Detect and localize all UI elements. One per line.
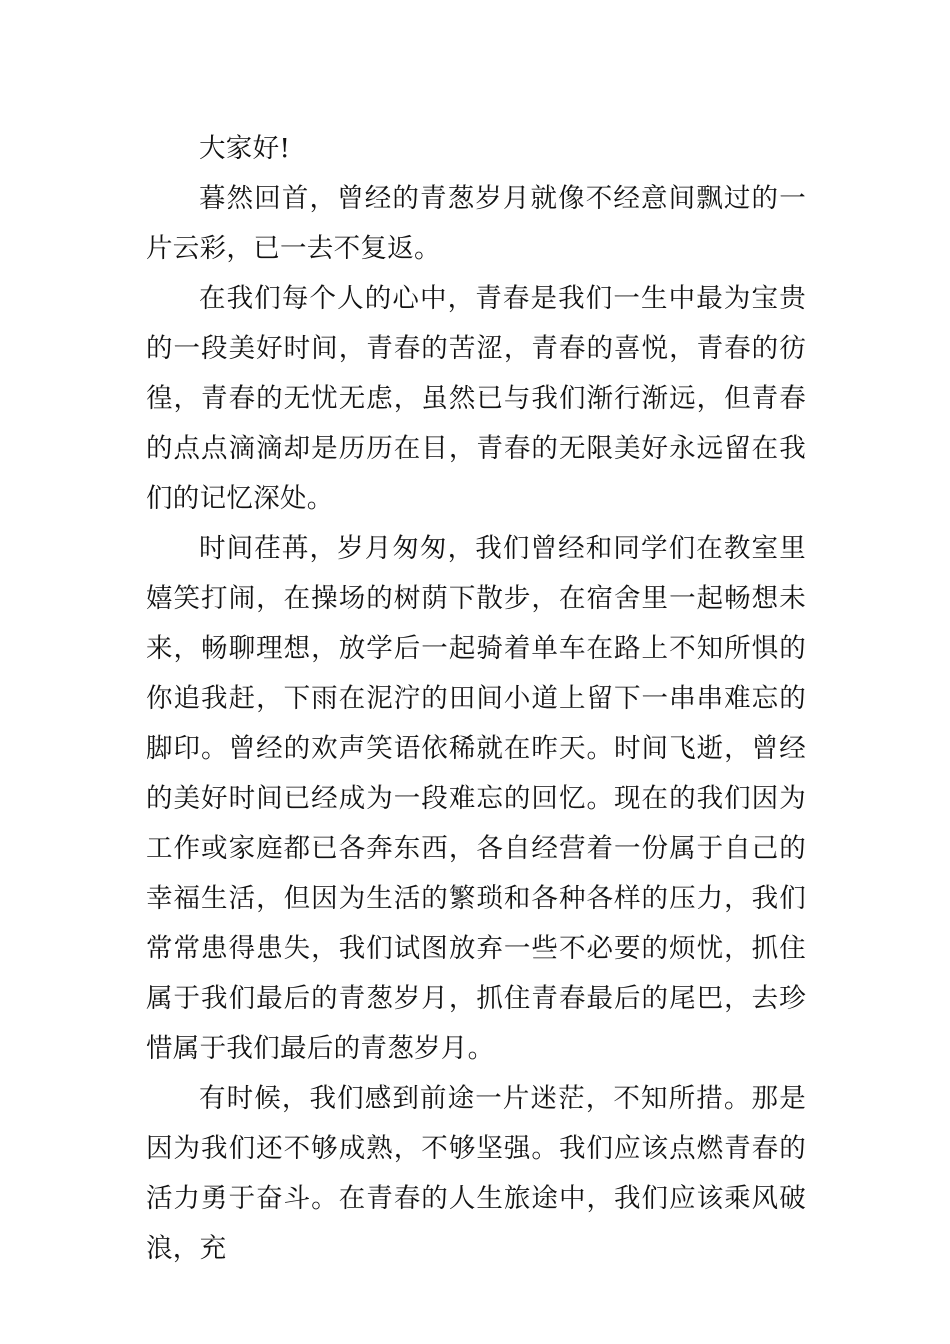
paragraph-2: 在我们每个人的心中，青春是我们一生中最为宝贵的一段美好时间，青春的苦涩，青春的喜悦，青春的彷徨，青春的无忧无虑，虽然已与我们渐行渐远，但青春的点点滴滴却是历历在目，青春的无限美好永远留在我们的记忆深处。 <box>146 283 806 514</box>
paragraph-1: 暮然回首，曾经的青葱岁月就像不经意间飘过的一片云彩，已一去不复返。 <box>146 183 806 264</box>
document-body <box>146 124 806 1274</box>
paragraph-3: 时间荏苒，岁月匆匆，我们曾经和同学们在教室里嬉笑打闹，在操场的树荫下散步，在宿舍里一起畅想未来，畅聊理想，放学后一起骑着单车在路上不知所惧的你追我赶，下雨在泥泞的田间小道上留下一串串难忘的脚印。曾经的欢声笑语依稀就在昨天。时间飞逝，曾经的美好时间已经成为一段难忘的回忆。现在的我们因为工作或家庭都已各奔东西，各自经营着一份属于自己的幸福生活，但因为生活的繁琐和各种各样的压力，我们常常患得患失，我们试图放弃一些不必要的烦忧，抓住属于我们最后的青葱岁月，抓住青春最后的尾巴，去珍惜属于我们最后的青葱岁月。 <box>146 533 806 1064</box>
paragraph-4: 有时候，我们感到前途一片迷茫，不知所措。那是因为我们还不够成熟，不够坚强。我们应该点燃青春的活力勇于奋斗。在青春的人生旅途中，我们应该乘风破浪，充 <box>146 1083 806 1264</box>
paragraph-greeting: 大家好! <box>199 133 291 164</box>
